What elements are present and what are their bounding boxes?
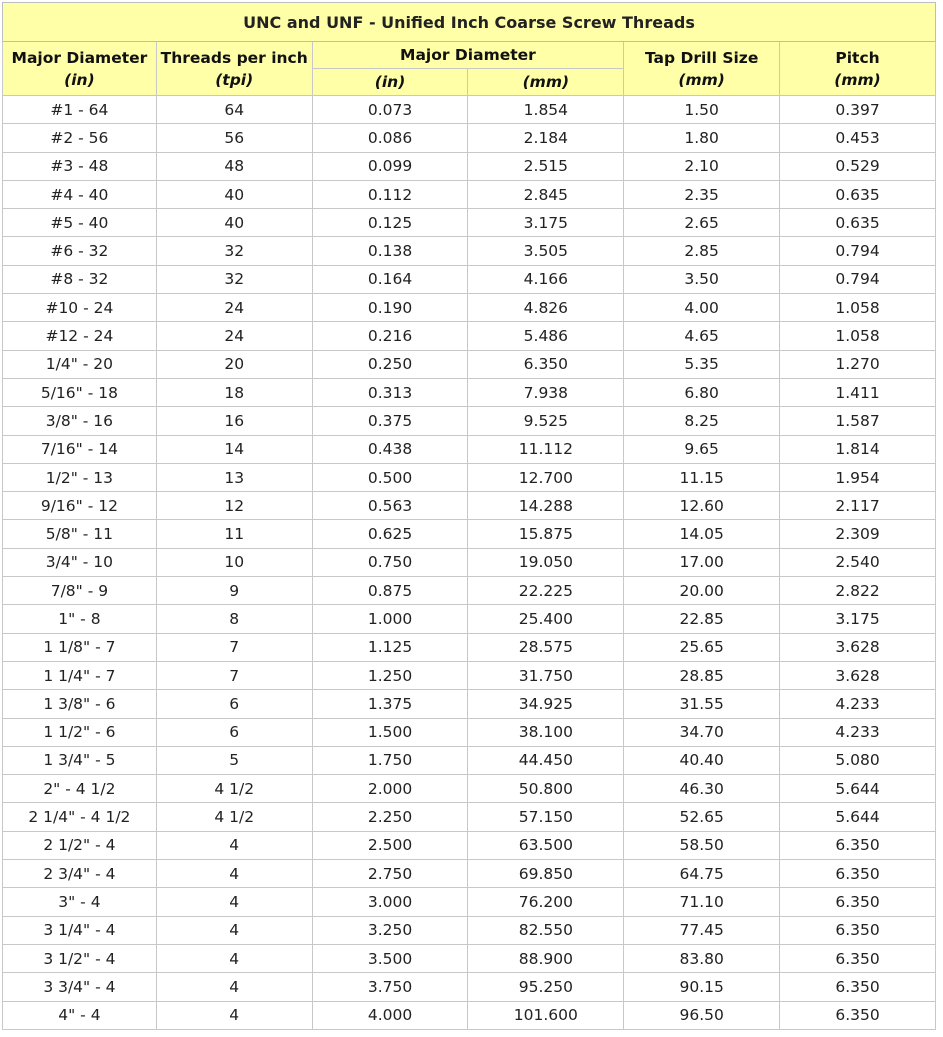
- cell-diameter-mm: 1.854: [468, 96, 624, 124]
- cell-size: 1/4" - 20: [3, 350, 157, 378]
- cell-diameter-in: 0.250: [312, 350, 468, 378]
- header-pitch: [780, 42, 936, 96]
- cell-pitch: 3.628: [780, 661, 936, 689]
- cell-tap-drill: 3.50: [624, 265, 780, 293]
- cell-pitch: 1.058: [780, 322, 936, 350]
- cell-diameter-in: 0.190: [312, 294, 468, 322]
- thread-table-container: [2, 2, 936, 1030]
- header-mm-unit: (mm): [468, 69, 624, 96]
- header-tap-drill-unit: (mm): [678, 70, 725, 89]
- cell-pitch: 0.794: [780, 265, 936, 293]
- cell-tpi: 4: [156, 916, 312, 944]
- cell-pitch: 1.587: [780, 407, 936, 435]
- cell-diameter-in: 1.000: [312, 605, 468, 633]
- cell-tpi: 4 1/2: [156, 803, 312, 831]
- cell-tpi: 16: [156, 407, 312, 435]
- cell-tap-drill: 2.35: [624, 180, 780, 208]
- cell-diameter-mm: 69.850: [468, 860, 624, 888]
- cell-diameter-mm: 2.184: [468, 124, 624, 152]
- table-row: [3, 944, 936, 972]
- cell-tpi: 14: [156, 435, 312, 463]
- cell-tpi: 56: [156, 124, 312, 152]
- table-row: [3, 492, 936, 520]
- cell-tpi: 24: [156, 294, 312, 322]
- cell-diameter-mm: 9.525: [468, 407, 624, 435]
- cell-diameter-in: 0.500: [312, 463, 468, 491]
- cell-size: #1 - 64: [3, 96, 157, 124]
- cell-size: #2 - 56: [3, 124, 157, 152]
- cell-diameter-in: 0.313: [312, 378, 468, 406]
- table-row: [3, 265, 936, 293]
- table-row: [3, 520, 936, 548]
- cell-tap-drill: 5.35: [624, 350, 780, 378]
- table-row: [3, 548, 936, 576]
- cell-diameter-mm: 19.050: [468, 548, 624, 576]
- cell-size: #6 - 32: [3, 237, 157, 265]
- cell-tpi: 4: [156, 944, 312, 972]
- table-row: [3, 661, 936, 689]
- table-row: [3, 96, 936, 124]
- cell-size: 1 3/4" - 5: [3, 746, 157, 774]
- cell-tap-drill: 31.55: [624, 690, 780, 718]
- cell-size: 5/16" - 18: [3, 378, 157, 406]
- cell-diameter-in: 1.750: [312, 746, 468, 774]
- cell-size: 3/4" - 10: [3, 548, 157, 576]
- cell-diameter-mm: 11.112: [468, 435, 624, 463]
- table-row: [3, 237, 936, 265]
- cell-tpi: 4: [156, 831, 312, 859]
- cell-tap-drill: 58.50: [624, 831, 780, 859]
- header-in-unit: (in): [312, 69, 468, 96]
- cell-tpi: 8: [156, 605, 312, 633]
- table-body: [3, 96, 936, 1030]
- table-row: [3, 746, 936, 774]
- cell-pitch: 1.270: [780, 350, 936, 378]
- cell-diameter-mm: 101.600: [468, 1001, 624, 1029]
- cell-diameter-in: 3.500: [312, 944, 468, 972]
- cell-diameter-mm: 5.486: [468, 322, 624, 350]
- cell-diameter-mm: 57.150: [468, 803, 624, 831]
- cell-tpi: 11: [156, 520, 312, 548]
- cell-size: #10 - 24: [3, 294, 157, 322]
- header-major-diameter-group: Major Diameter: [312, 42, 624, 69]
- cell-pitch: 6.350: [780, 916, 936, 944]
- cell-size: 3/8" - 16: [3, 407, 157, 435]
- cell-tap-drill: 71.10: [624, 888, 780, 916]
- table-row: [3, 633, 936, 661]
- cell-tpi: 6: [156, 718, 312, 746]
- cell-tap-drill: 22.85: [624, 605, 780, 633]
- cell-size: 7/8" - 9: [3, 577, 157, 605]
- table-row: [3, 888, 936, 916]
- cell-diameter-in: 0.112: [312, 180, 468, 208]
- cell-diameter-mm: 31.750: [468, 661, 624, 689]
- cell-diameter-mm: 28.575: [468, 633, 624, 661]
- cell-pitch: 0.529: [780, 152, 936, 180]
- cell-pitch: 1.058: [780, 294, 936, 322]
- cell-diameter-in: 0.138: [312, 237, 468, 265]
- cell-tap-drill: 83.80: [624, 944, 780, 972]
- cell-size: 5/8" - 11: [3, 520, 157, 548]
- cell-tpi: 6: [156, 690, 312, 718]
- cell-pitch: 2.309: [780, 520, 936, 548]
- table-row: [3, 322, 936, 350]
- table-row: [3, 435, 936, 463]
- cell-size: 1 1/4" - 7: [3, 661, 157, 689]
- cell-size: 1 1/2" - 6: [3, 718, 157, 746]
- cell-diameter-mm: 2.515: [468, 152, 624, 180]
- cell-tap-drill: 12.60: [624, 492, 780, 520]
- cell-tpi: 5: [156, 746, 312, 774]
- cell-tap-drill: 4.00: [624, 294, 780, 322]
- cell-diameter-mm: 34.925: [468, 690, 624, 718]
- cell-size: 7/16" - 14: [3, 435, 157, 463]
- header-tap-drill: [624, 42, 780, 96]
- table-row: [3, 605, 936, 633]
- cell-tpi: 4: [156, 860, 312, 888]
- cell-pitch: 6.350: [780, 1001, 936, 1029]
- cell-diameter-mm: 88.900: [468, 944, 624, 972]
- header-major-diameter-label: Major Diameter: [11, 48, 148, 67]
- cell-size: 1/2" - 13: [3, 463, 157, 491]
- cell-diameter-mm: 82.550: [468, 916, 624, 944]
- cell-tap-drill: 14.05: [624, 520, 780, 548]
- cell-tpi: 4 1/2: [156, 775, 312, 803]
- cell-pitch: 6.350: [780, 973, 936, 1001]
- cell-tap-drill: 46.30: [624, 775, 780, 803]
- cell-diameter-mm: 3.505: [468, 237, 624, 265]
- table-row: [3, 209, 936, 237]
- cell-pitch: 5.080: [780, 746, 936, 774]
- table-row: [3, 350, 936, 378]
- cell-size: 3 1/2" - 4: [3, 944, 157, 972]
- header-pitch-unit: (mm): [834, 70, 881, 89]
- cell-pitch: 0.453: [780, 124, 936, 152]
- table-row: [3, 407, 936, 435]
- cell-diameter-in: 0.164: [312, 265, 468, 293]
- cell-pitch: 6.350: [780, 944, 936, 972]
- cell-pitch: 2.822: [780, 577, 936, 605]
- cell-diameter-mm: 12.700: [468, 463, 624, 491]
- cell-diameter-mm: 38.100: [468, 718, 624, 746]
- cell-tpi: 20: [156, 350, 312, 378]
- cell-diameter-mm: 14.288: [468, 492, 624, 520]
- cell-pitch: 0.635: [780, 180, 936, 208]
- cell-diameter-mm: 2.845: [468, 180, 624, 208]
- cell-diameter-in: 0.750: [312, 548, 468, 576]
- table-row: [3, 1001, 936, 1029]
- cell-tpi: 4: [156, 1001, 312, 1029]
- cell-tap-drill: 6.80: [624, 378, 780, 406]
- cell-size: 2 3/4" - 4: [3, 860, 157, 888]
- table-row: [3, 803, 936, 831]
- cell-diameter-in: 2.750: [312, 860, 468, 888]
- cell-tpi: 48: [156, 152, 312, 180]
- cell-diameter-in: 0.375: [312, 407, 468, 435]
- cell-diameter-in: 2.250: [312, 803, 468, 831]
- header-tpi: [156, 42, 312, 96]
- cell-size: #3 - 48: [3, 152, 157, 180]
- table-row: [3, 860, 936, 888]
- cell-pitch: 2.540: [780, 548, 936, 576]
- cell-diameter-in: 0.563: [312, 492, 468, 520]
- table-row: [3, 775, 936, 803]
- cell-tpi: 18: [156, 378, 312, 406]
- cell-pitch: 2.117: [780, 492, 936, 520]
- cell-diameter-in: 2.000: [312, 775, 468, 803]
- cell-pitch: 0.635: [780, 209, 936, 237]
- cell-size: #8 - 32: [3, 265, 157, 293]
- cell-diameter-in: 0.125: [312, 209, 468, 237]
- cell-size: 1 1/8" - 7: [3, 633, 157, 661]
- cell-tap-drill: 2.10: [624, 152, 780, 180]
- cell-size: 1 3/8" - 6: [3, 690, 157, 718]
- header-tap-drill-label: Tap Drill Size: [644, 48, 759, 67]
- cell-diameter-in: 0.086: [312, 124, 468, 152]
- cell-tpi: 4: [156, 973, 312, 1001]
- cell-diameter-mm: 3.175: [468, 209, 624, 237]
- cell-tpi: 40: [156, 209, 312, 237]
- cell-diameter-in: 2.500: [312, 831, 468, 859]
- cell-pitch: 4.233: [780, 718, 936, 746]
- header-major-diameter-unit: (in): [64, 70, 95, 89]
- table-row: [3, 577, 936, 605]
- cell-diameter-mm: 7.938: [468, 378, 624, 406]
- cell-tpi: 32: [156, 237, 312, 265]
- table-row: [3, 294, 936, 322]
- table-row: [3, 463, 936, 491]
- header-tpi-label: Threads per inch: [160, 48, 308, 67]
- cell-tap-drill: 25.65: [624, 633, 780, 661]
- cell-tap-drill: 2.85: [624, 237, 780, 265]
- cell-tpi: 24: [156, 322, 312, 350]
- cell-tpi: 4: [156, 888, 312, 916]
- cell-tap-drill: 64.75: [624, 860, 780, 888]
- cell-tap-drill: 20.00: [624, 577, 780, 605]
- cell-diameter-mm: 63.500: [468, 831, 624, 859]
- cell-diameter-in: 1.375: [312, 690, 468, 718]
- cell-diameter-in: 3.750: [312, 973, 468, 1001]
- cell-tpi: 40: [156, 180, 312, 208]
- cell-tap-drill: 40.40: [624, 746, 780, 774]
- cell-tpi: 12: [156, 492, 312, 520]
- cell-pitch: 3.628: [780, 633, 936, 661]
- cell-pitch: 0.794: [780, 237, 936, 265]
- cell-size: 2 1/4" - 4 1/2: [3, 803, 157, 831]
- thread-table: [2, 2, 936, 1030]
- cell-pitch: 1.954: [780, 463, 936, 491]
- header-tpi-unit: (tpi): [215, 70, 254, 89]
- cell-pitch: 5.644: [780, 803, 936, 831]
- cell-pitch: 5.644: [780, 775, 936, 803]
- cell-tpi: 13: [156, 463, 312, 491]
- cell-diameter-mm: 95.250: [468, 973, 624, 1001]
- cell-size: 2" - 4 1/2: [3, 775, 157, 803]
- cell-pitch: 0.397: [780, 96, 936, 124]
- table-row: [3, 152, 936, 180]
- cell-size: 9/16" - 12: [3, 492, 157, 520]
- cell-tap-drill: 1.50: [624, 96, 780, 124]
- cell-size: 3 1/4" - 4: [3, 916, 157, 944]
- cell-diameter-in: 0.073: [312, 96, 468, 124]
- cell-size: 1" - 8: [3, 605, 157, 633]
- cell-diameter-in: 0.099: [312, 152, 468, 180]
- cell-tpi: 32: [156, 265, 312, 293]
- cell-tap-drill: 96.50: [624, 1001, 780, 1029]
- cell-pitch: 1.411: [780, 378, 936, 406]
- cell-tap-drill: 8.25: [624, 407, 780, 435]
- table-row: [3, 124, 936, 152]
- cell-diameter-in: 0.216: [312, 322, 468, 350]
- cell-diameter-in: 1.125: [312, 633, 468, 661]
- cell-diameter-mm: 15.875: [468, 520, 624, 548]
- cell-tap-drill: 90.15: [624, 973, 780, 1001]
- cell-diameter-mm: 44.450: [468, 746, 624, 774]
- cell-pitch: 1.814: [780, 435, 936, 463]
- cell-size: 4" - 4: [3, 1001, 157, 1029]
- cell-tap-drill: 4.65: [624, 322, 780, 350]
- cell-tap-drill: 17.00: [624, 548, 780, 576]
- cell-tap-drill: 28.85: [624, 661, 780, 689]
- cell-pitch: 3.175: [780, 605, 936, 633]
- cell-tap-drill: 1.80: [624, 124, 780, 152]
- cell-tpi: 7: [156, 661, 312, 689]
- table-row: [3, 973, 936, 1001]
- cell-tpi: 7: [156, 633, 312, 661]
- cell-size: 3 3/4" - 4: [3, 973, 157, 1001]
- table-row: [3, 180, 936, 208]
- cell-tap-drill: 34.70: [624, 718, 780, 746]
- header-pitch-label: Pitch: [835, 48, 880, 67]
- table-row: [3, 916, 936, 944]
- cell-diameter-in: 1.500: [312, 718, 468, 746]
- cell-tap-drill: 9.65: [624, 435, 780, 463]
- cell-pitch: 6.350: [780, 860, 936, 888]
- cell-diameter-mm: 4.166: [468, 265, 624, 293]
- cell-size: 2 1/2" - 4: [3, 831, 157, 859]
- cell-size: #12 - 24: [3, 322, 157, 350]
- cell-diameter-mm: 6.350: [468, 350, 624, 378]
- cell-diameter-mm: 22.225: [468, 577, 624, 605]
- cell-diameter-in: 1.250: [312, 661, 468, 689]
- cell-tap-drill: 52.65: [624, 803, 780, 831]
- cell-diameter-in: 3.250: [312, 916, 468, 944]
- table-row: [3, 378, 936, 406]
- cell-pitch: 6.350: [780, 831, 936, 859]
- cell-size: #4 - 40: [3, 180, 157, 208]
- cell-diameter-in: 0.625: [312, 520, 468, 548]
- cell-tap-drill: 2.65: [624, 209, 780, 237]
- table-row: [3, 718, 936, 746]
- cell-diameter-in: 4.000: [312, 1001, 468, 1029]
- cell-size: #5 - 40: [3, 209, 157, 237]
- cell-tpi: 64: [156, 96, 312, 124]
- cell-diameter-in: 3.000: [312, 888, 468, 916]
- cell-diameter-in: 0.438: [312, 435, 468, 463]
- cell-diameter-mm: 50.800: [468, 775, 624, 803]
- cell-tpi: 10: [156, 548, 312, 576]
- cell-tap-drill: 77.45: [624, 916, 780, 944]
- cell-diameter-in: 0.875: [312, 577, 468, 605]
- cell-diameter-mm: 25.400: [468, 605, 624, 633]
- cell-tap-drill: 11.15: [624, 463, 780, 491]
- header-major-diameter: [3, 42, 157, 96]
- table-row: [3, 690, 936, 718]
- cell-diameter-mm: 4.826: [468, 294, 624, 322]
- cell-diameter-mm: 76.200: [468, 888, 624, 916]
- cell-pitch: 6.350: [780, 888, 936, 916]
- table-row: [3, 831, 936, 859]
- cell-pitch: 4.233: [780, 690, 936, 718]
- table-title: UNC and UNF - Unified Inch Coarse Screw Threads: [3, 3, 936, 42]
- cell-tpi: 9: [156, 577, 312, 605]
- cell-size: 3" - 4: [3, 888, 157, 916]
